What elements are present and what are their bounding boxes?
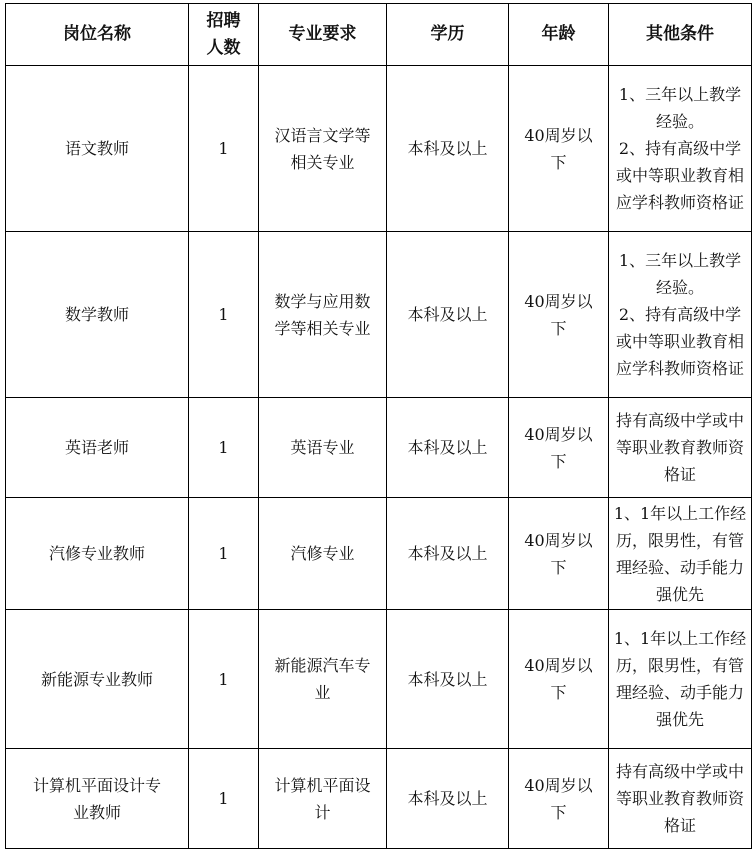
- cell-education: 本科及以上: [387, 232, 509, 398]
- cell-conditions: [609, 232, 752, 398]
- header-age: 年龄: [509, 4, 609, 66]
- cell-count: 1: [189, 232, 259, 398]
- condition-line: 2、持有高级中学或中等职业教育相应学科教师资格证: [615, 305, 744, 378]
- cell-age: 40周岁以下: [509, 66, 609, 232]
- cell-position: 英语老师: [6, 398, 189, 498]
- header-row: [6, 4, 752, 66]
- cell-count: 1: [189, 749, 259, 849]
- condition-line: 持有高级中学或中等职业教育教师资格证: [615, 411, 744, 484]
- cell-age: 40周岁以下: [509, 498, 609, 610]
- cell-position: 新能源专业教师: [6, 610, 189, 749]
- cell-major: 汽修专业: [259, 498, 387, 610]
- header-count: [189, 4, 259, 66]
- table-row: [6, 749, 752, 849]
- condition-line: 2、持有高级中学或中等职业教育相应学科教师资格证: [615, 139, 744, 212]
- cell-position: 计算机平面设计专业教师: [6, 749, 189, 849]
- header-count-text: 招聘 人数: [206, 10, 241, 58]
- header-major: 专业要求: [259, 4, 387, 66]
- cell-major: 汉语言文学等相关专业: [259, 66, 387, 232]
- cell-major: 计算机平面设计: [259, 749, 387, 849]
- cell-position: 语文教师: [6, 66, 189, 232]
- cell-education: 本科及以上: [387, 66, 509, 232]
- cell-count: 1: [189, 66, 259, 232]
- table-row: [6, 610, 752, 749]
- table-row: [6, 232, 752, 398]
- cell-conditions: [609, 66, 752, 232]
- cell-age: 40周岁以下: [509, 749, 609, 849]
- cell-conditions: [609, 749, 752, 849]
- cell-count: 1: [189, 610, 259, 749]
- cell-count: 1: [189, 398, 259, 498]
- cell-age: 40周岁以下: [509, 398, 609, 498]
- table-row: [6, 66, 752, 232]
- cell-position: 汽修专业教师: [6, 498, 189, 610]
- condition-line: 1、1年以上工作经历，限男性，有管理经验、动手能力强优先: [613, 629, 747, 729]
- cell-age: 40周岁以下: [509, 232, 609, 398]
- header-education: 学历: [387, 4, 509, 66]
- table-row: [6, 498, 752, 610]
- cell-conditions: [609, 498, 752, 610]
- cell-major: 英语专业: [259, 398, 387, 498]
- condition-line: 1、1年以上工作经历，限男性，有管理经验、动手能力强优先: [613, 503, 747, 604]
- condition-line: 1、三年以上教学经验。: [618, 85, 742, 131]
- cell-age: 40周岁以下: [509, 610, 609, 749]
- condition-line: 持有高级中学或中等职业教育教师资格证: [615, 762, 744, 835]
- header-position: 岗位名称: [6, 4, 189, 66]
- cell-conditions: [609, 610, 752, 749]
- header-conditions: 其他条件: [609, 4, 752, 66]
- condition-line: 1、三年以上教学经验。: [618, 251, 742, 297]
- cell-position: 数学教师: [6, 232, 189, 398]
- cell-major: 数学与应用数学等相关专业: [259, 232, 387, 398]
- cell-education: 本科及以上: [387, 610, 509, 749]
- cell-conditions: [609, 398, 752, 498]
- recruitment-table: [5, 3, 752, 849]
- cell-count: 1: [189, 498, 259, 610]
- cell-education: 本科及以上: [387, 498, 509, 610]
- cell-major: 新能源汽车专业: [259, 610, 387, 749]
- cell-education: 本科及以上: [387, 398, 509, 498]
- table-row: [6, 398, 752, 498]
- cell-education: 本科及以上: [387, 749, 509, 849]
